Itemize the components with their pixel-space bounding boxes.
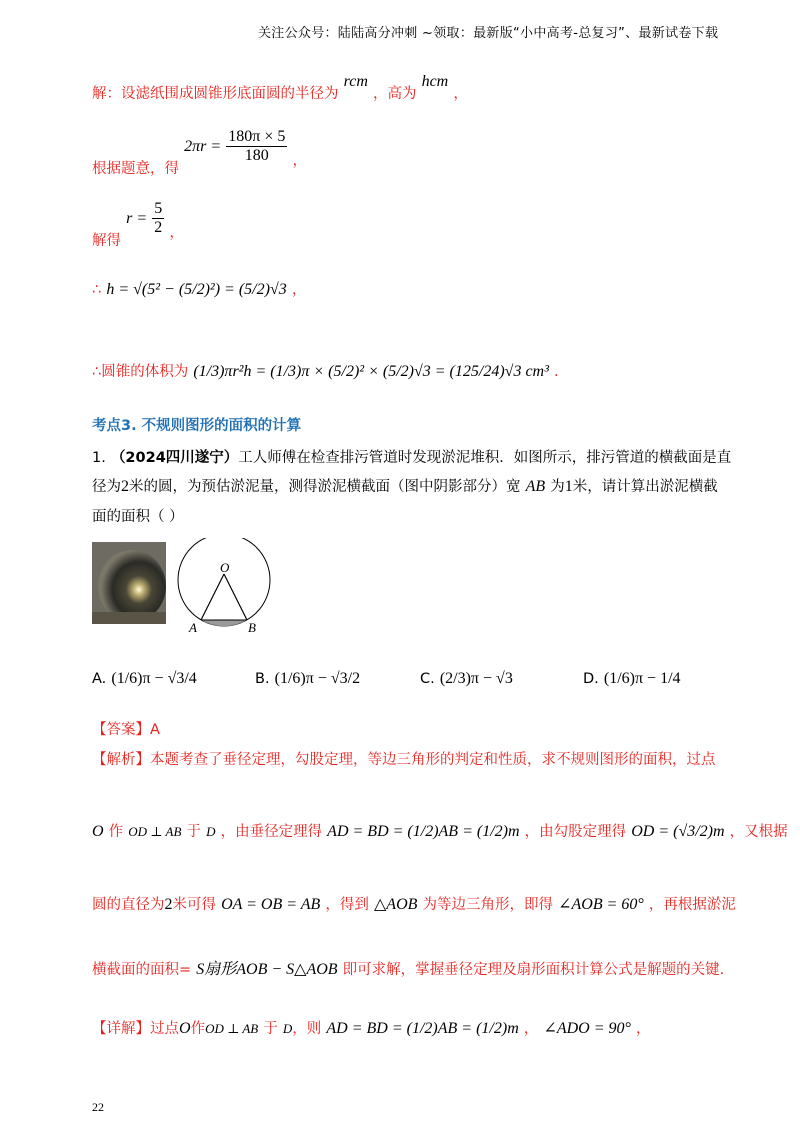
detail-text: ，	[636, 1021, 651, 1037]
therefore-symbol: ∴	[92, 282, 102, 298]
equation: AD = BD = (1/2)AB = (1/2)m	[327, 823, 520, 840]
analysis-text: 米可得	[172, 897, 216, 913]
fraction-denominator: 2	[154, 219, 163, 236]
solution-text: ∴圆锥的体积为	[92, 364, 189, 380]
page-header: 关注公众号：陆陆高分冲刺 ~领取：最新版“小中高考-总复习”、最新试卷下载	[258, 26, 719, 41]
option-c[interactable]	[420, 668, 513, 688]
question-text: 工人师傅在检查排污管道时发现淤泥堆积．如图所示，排污管道的横截面是直	[238, 450, 732, 466]
equation: OD = (√3/2)m	[631, 823, 725, 840]
question-line-1	[92, 446, 731, 467]
point-d: D	[282, 1021, 293, 1036]
option-d[interactable]	[583, 668, 681, 688]
option-text: (1/6)π − 1/4	[603, 670, 681, 687]
equation-lhs: 2πr =	[184, 138, 222, 155]
volume-equation: (1/3)πr²h = (1/3)π × (5/2)² × (5/2)√3 = (125/24)√3 cm³	[193, 363, 549, 380]
radius-symbol: rcm	[343, 73, 368, 90]
point-o: O	[92, 823, 104, 840]
height-symbol: hcm	[421, 73, 449, 90]
question-source: （2024四川遂宁）	[110, 450, 239, 466]
number: 1	[564, 478, 573, 495]
analysis-text: 横截面的面积=	[92, 962, 192, 978]
fraction	[152, 200, 164, 237]
label-b: B	[248, 620, 256, 635]
analysis-text: ，再根据淤泥	[648, 897, 736, 913]
fraction-numerator: 5	[154, 200, 163, 217]
solution-text: ，	[291, 282, 307, 298]
label-o: O	[220, 560, 230, 575]
option-label: B.	[255, 671, 270, 687]
analysis-line-4	[92, 956, 724, 979]
solution-line-1	[92, 73, 468, 103]
angle: ∠ADO = 90°	[543, 1020, 631, 1037]
solution-text: ，高为	[372, 86, 417, 102]
section-title: 考点3. 不规则图形的面积的计算	[92, 418, 302, 434]
equation: OA = OB = AB	[221, 896, 321, 913]
solution-text: 根据题意，得	[92, 161, 179, 177]
solution-line-2	[92, 128, 307, 177]
question-text: 米，请计算出淤泥横截	[572, 479, 718, 495]
detail-text: ，则	[292, 1021, 322, 1037]
triangle: △AOB	[374, 896, 418, 913]
analysis-text: ，由垂径定理得	[220, 824, 323, 840]
analysis-line-3	[92, 893, 736, 914]
analysis-text: 为等边三角形，即得	[422, 897, 553, 913]
point-d: D	[206, 824, 216, 839]
answer-label: 【答案】	[92, 722, 150, 738]
number: 2	[164, 896, 173, 913]
analysis-text: 作	[108, 824, 124, 840]
question-text: 米的圆，为预估淤泥量，测得淤泥横截面（图中阴影部分）宽	[129, 479, 521, 495]
analysis-text: ，得到	[325, 897, 369, 913]
solution-text: 解得	[92, 233, 121, 249]
fraction-denominator: 180	[244, 147, 269, 164]
equation-lhs: r =	[126, 210, 148, 227]
fraction-numerator: 180π × 5	[228, 128, 286, 145]
detail-line	[92, 1017, 651, 1038]
answer-value: A	[150, 722, 160, 738]
option-text: (1/6)π − √3/4	[111, 670, 197, 687]
option-a[interactable]	[92, 668, 197, 688]
analysis-text: 即可求解，掌握垂径定理及扇形面积计算公式是解题的关键.	[342, 962, 725, 978]
solution-text: 解：设滤纸围成圆锥形底面圆的半径为	[92, 86, 339, 102]
segment-ab: AB	[525, 478, 546, 495]
question-number: 1.	[92, 450, 106, 466]
question-line-2	[92, 475, 718, 496]
option-text: (2/3)π − √3	[439, 670, 513, 687]
analysis-line-2	[92, 820, 788, 841]
analysis-text: 本题考查了垂径定理，勾股定理，等边三角形的判定和性质，求不规则图形的面积，过点	[150, 752, 716, 768]
solution-text: .	[553, 364, 559, 380]
solution-line-4	[92, 278, 306, 299]
option-text: (1/6)π − √3/2	[274, 670, 361, 687]
perpendicular: OD ⊥ AB	[128, 824, 182, 839]
analysis-text: ，由勾股定理得	[524, 824, 627, 840]
answer-line	[92, 718, 160, 739]
fraction	[226, 128, 287, 165]
detail-text: 过点	[150, 1021, 179, 1037]
option-label: A.	[92, 671, 107, 687]
question-text: 为	[550, 479, 565, 495]
solution-text: ，	[169, 225, 184, 241]
height-equation: h = √(5² − (5/2)²) = (5/2)√3	[106, 281, 287, 298]
analysis-text: 圆的直径为	[92, 897, 165, 913]
number: 2	[121, 478, 129, 495]
pipe-photo	[92, 542, 166, 624]
detail-text: 作	[190, 1021, 206, 1037]
question-line-3: 面的面积（ ）	[92, 509, 184, 525]
solution-line-5	[92, 360, 559, 381]
analysis-line-1	[92, 748, 716, 769]
page-number: 22	[92, 1100, 104, 1114]
question-text: 径为	[92, 479, 121, 495]
analysis-label: 【解析】	[92, 752, 150, 768]
detail-text: ，	[523, 1021, 539, 1037]
label-a: A	[189, 620, 197, 635]
solution-line-3	[92, 200, 184, 249]
point-o: O	[179, 1020, 191, 1037]
option-label: D.	[583, 671, 599, 687]
area-formula: S扇形AOB − S△AOB	[196, 961, 338, 978]
solution-text: ，	[292, 153, 307, 169]
option-label: C.	[420, 671, 435, 687]
detail-label: 【详解】	[92, 1021, 150, 1037]
equation: AD = BD = (1/2)AB = (1/2)m	[326, 1020, 519, 1037]
analysis-text: 于	[186, 824, 201, 840]
angle: ∠AOB = 60°	[558, 896, 644, 913]
option-b[interactable]	[255, 668, 360, 688]
analysis-text: ，又根据	[729, 824, 788, 840]
solution-text: ，	[453, 86, 468, 102]
detail-text: 于	[263, 1021, 278, 1037]
perpendicular: OD ⊥ AB	[205, 1021, 259, 1036]
circle-diagram	[172, 538, 276, 638]
